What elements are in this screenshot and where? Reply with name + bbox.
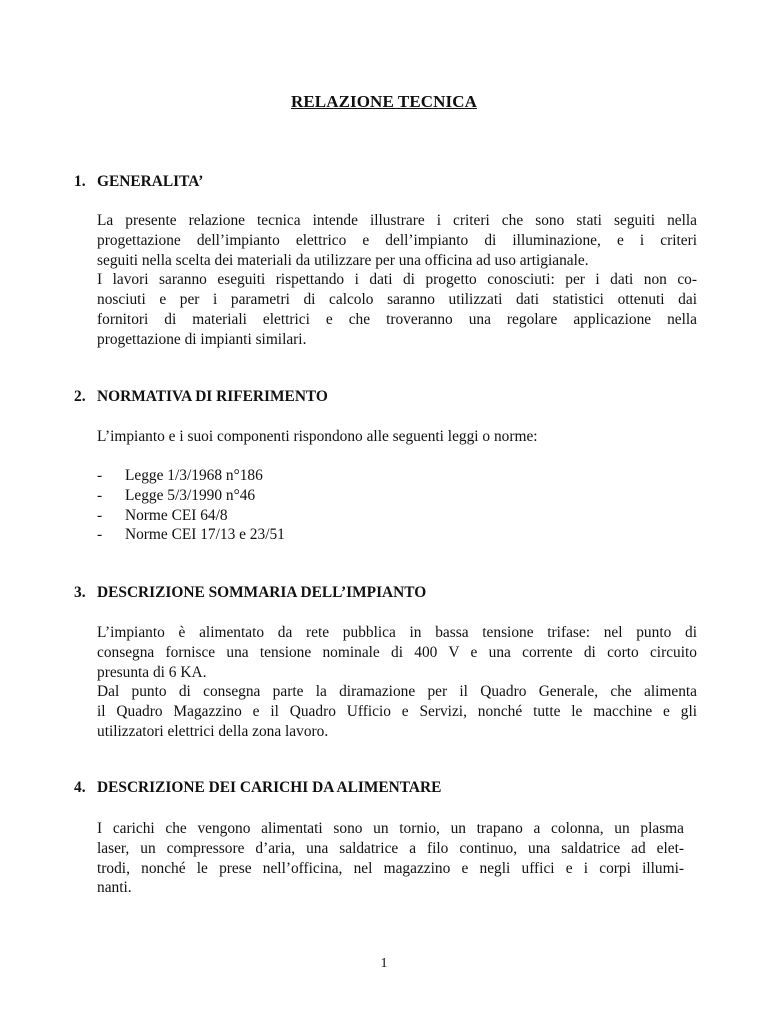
list-item: - Legge 1/3/1968 n°186 [97,467,263,484]
section-2-intro [97,427,697,447]
section-1-title: GENERALITA’ [97,173,204,190]
paragraph-line: fornitori di materiali elettrici e che troveranno una regolare applicazione nella [97,310,697,328]
section-2-heading [74,388,328,406]
page-number: 1 [380,956,388,971]
paragraph-line: L’impianto è alimentato da rete pubblica in bassa tensione trifase: nel punto di [97,624,697,641]
paragraph-line: I carichi che vengono alimentati sono un tornio, un trapano a colonna, un plasma [97,820,684,837]
paragraph-line: il Quadro Magazzino e il Quadro Ufficio e Servizi, nonché tutte le macchine e gli [97,703,697,721]
paragraph-line: laser, un compressore d’aria, una saldatrice a filo continuo, una saldatrice ad elet- [97,839,684,857]
paragraph-line: Dal punto di consegna parte la diramazione per il Quadro Generale, che alimenta [97,683,697,701]
paragraph-line: L’impianto e i suoi componenti rispondono alle seguenti leggi o norme: [97,428,538,445]
norms-list [97,466,285,545]
section-1-paragraph [97,211,697,350]
section-1-heading [74,173,203,191]
section-4-paragraph [97,819,684,898]
section-2-number: 2. [74,388,86,405]
paragraph-line: nosciuti e per i parametri di calcolo saranno utilizzati dati statistici ottenuti dai [97,291,697,309]
paragraph-line: progettazione di impianti similari. [97,330,307,348]
section-2-title: NORMATIVA DI RIFERIMENTO [97,388,328,405]
list-item: - Legge 5/3/1990 n°46 [97,486,256,504]
paragraph-line: La presente relazione tecnica intende illustrare i criteri che sono stati seguiti nella [97,212,697,229]
section-1-number: 1. [74,173,86,190]
document-title: RELAZIONE TECNICA [290,92,478,111]
paragraph-line: nanti. [97,879,132,897]
section-3-title: DESCRIZIONE SOMMARIA DELL’IMPIANTO [97,584,427,601]
section-4-number: 4. [74,779,86,796]
section-3-heading [74,584,426,602]
paragraph-line: utilizzatori elettrici della zona lavoro. [97,722,329,740]
list-item: - Norme CEI 64/8 [97,506,228,524]
section-3-paragraph [97,623,697,742]
paragraph-line: consegna fornisce una tensione nominale di 400 V e una corrente di corto circuito [97,643,697,661]
paragraph-line: progettazione dell’impianto elettrico e dell’impianto di illuminazione, e i criteri [97,231,697,249]
paragraph-line: presunta di 6 KA. [97,663,207,681]
paragraph-line: trodi, nonché le prese nell’officina, nel magazzino e negli uffici e i corpi illumi- [97,859,684,877]
list-item: - Norme CEI 17/13 e 23/51 [97,526,285,544]
paragraph-line: seguiti nella scelta dei materiali da utilizzare per una officina ad uso artigianale. [97,251,589,269]
paragraph-line: I lavori saranno eseguiti rispettando i dati di progetto conosciuti: per i dati non co- [97,271,697,289]
section-3-number: 3. [74,584,86,601]
section-4-heading [74,779,441,797]
section-4-title: DESCRIZIONE DEI CARICHI DA ALIMENTARE [97,779,442,796]
